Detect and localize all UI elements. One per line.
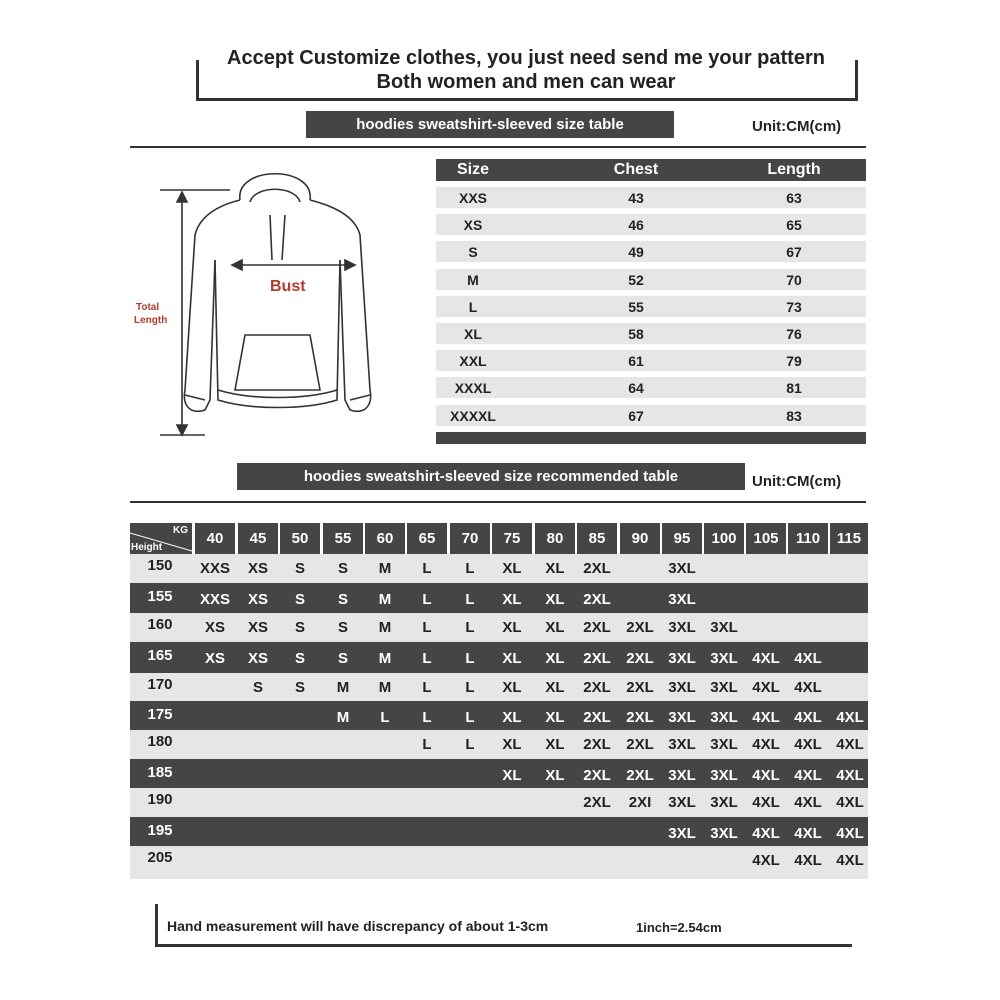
recommend-table-row [130, 583, 868, 613]
size-table-row [436, 350, 866, 371]
size-recommendation-cell: 3XL [668, 767, 696, 784]
size-table-row [436, 405, 866, 426]
chest-cell: 61 [628, 353, 644, 370]
footer-conversion: 1inch=2.54cm [636, 920, 722, 935]
size-recommendation-cell: XL [502, 560, 522, 577]
recommend-table-row [130, 759, 868, 788]
size-cell: L [468, 298, 478, 315]
total-length-label-2: Length [134, 315, 168, 326]
height-cell: 160 [147, 616, 173, 633]
size-recommendation-cell: M [336, 679, 350, 696]
kg-header-cell: 90 [620, 523, 660, 554]
size-recommendation-cell: 3XL [710, 709, 738, 726]
height-cell: 175 [147, 706, 173, 723]
size-recommendation-cell: 4XL [752, 679, 780, 696]
recommend-table [130, 523, 868, 879]
size-recommendation-cell: XS [204, 619, 225, 636]
length-cell: 81 [786, 380, 802, 397]
height-cell: 190 [147, 791, 173, 808]
size-recommendation-cell: XL [502, 679, 522, 696]
size-table-bottom-bar [436, 432, 866, 444]
col-length: Length [767, 161, 821, 178]
size-recommendation-cell: M [378, 619, 392, 636]
size-recommendation-cell: 2XL [583, 591, 611, 608]
size-recommendation-cell: XL [545, 591, 565, 608]
chest-cell: 55 [628, 298, 644, 315]
size-recommendation-cell: 2XL [583, 794, 611, 811]
size-recommendation-cell: 2XL [626, 767, 654, 784]
size-recommendation-cell: 4XL [794, 650, 822, 667]
kg-header-cell: 105 [746, 523, 786, 554]
size-recommendation-cell: 4XL [836, 736, 864, 753]
kg-header-cell: 55 [323, 523, 363, 554]
recommend-table-row [130, 817, 868, 846]
size-recommendation-cell: M [336, 709, 350, 726]
kg-header-cell: 80 [535, 523, 575, 554]
kg-header-cell: 95 [662, 523, 702, 554]
size-recommendation-cell: 4XL [836, 709, 864, 726]
size-cell: XL [464, 326, 482, 342]
size-table-row [436, 269, 866, 290]
size-recommendation-cell: L [380, 709, 390, 726]
size-recommendation-cell: XS [247, 650, 268, 667]
col-size: Size [456, 161, 489, 178]
length-cell: 79 [786, 353, 802, 370]
size-recommendation-cell: 4XL [794, 736, 822, 753]
size-recommendation-cell: L [422, 591, 432, 608]
length-cell: 70 [786, 271, 802, 288]
size-recommendation-cell: 4XL [836, 852, 864, 869]
size-recommendation-cell: L [465, 736, 475, 753]
size-recommendation-cell: 3XL [710, 794, 738, 811]
size-recommendation-cell: XS [247, 591, 268, 608]
height-cell: 150 [147, 557, 173, 574]
size-recommendation-cell: S [294, 560, 305, 577]
size-recommendation-cell: 4XL [794, 679, 822, 696]
size-recommendation-cell: S [337, 650, 348, 667]
size-cell: XXS [458, 190, 487, 206]
bust-label: Bust [270, 278, 306, 295]
size-recommendation-cell: XL [502, 736, 522, 753]
chest-cell: 58 [628, 326, 644, 342]
length-cell: 63 [786, 190, 802, 206]
size-recommendation-cell: L [465, 650, 475, 667]
kg-header-cell: 45 [238, 523, 278, 554]
col-chest: Chest [613, 161, 659, 178]
size-recommendation-cell: 3XL [710, 767, 738, 784]
recommend-table-row [130, 642, 868, 673]
size-recommendation-cell: XXS [199, 591, 230, 608]
height-cell: 155 [147, 588, 173, 605]
size-recommendation-cell: L [465, 560, 475, 577]
recommend-table-row [130, 701, 868, 730]
size-recommendation-cell: XL [545, 560, 565, 577]
size-table-header [436, 159, 866, 181]
kg-header-cell: 65 [407, 523, 447, 554]
corner-kg: KG [173, 525, 188, 536]
size-recommendation-cell: 4XL [752, 709, 780, 726]
size-recommendation-cell: 4XL [794, 709, 822, 726]
size-recommendation-cell: 3XL [668, 650, 696, 667]
size-recommendation-cell: S [294, 591, 305, 608]
size-recommendation-cell: 3XL [668, 736, 696, 753]
size-recommendation-cell: S [337, 591, 348, 608]
size-recommendation-cell: M [378, 560, 392, 577]
size-recommendation-cell: 4XL [752, 767, 780, 784]
kg-header-cell: 100 [704, 523, 744, 554]
size-cell: XXXL [454, 380, 492, 397]
size-recommendation-cell: 2XL [583, 709, 611, 726]
size-recommendation-cell: 3XL [668, 619, 696, 636]
size-cell: S [468, 244, 478, 261]
kg-header-cell: 85 [577, 523, 617, 554]
size-cell: M [467, 271, 479, 288]
size-cell: XS [463, 217, 483, 234]
chest-cell: 52 [628, 271, 644, 288]
corner-cell [130, 523, 192, 554]
header-line-1: Accept Customize clothes, you just need send me your pattern [227, 47, 825, 69]
length-cell: 65 [786, 217, 802, 234]
total-length-label-1: Total [136, 302, 160, 313]
size-recommendation-cell: 2XL [626, 619, 654, 636]
size-recommendation-cell: 2XL [583, 619, 611, 636]
size-table-banner: hoodies sweatshirt-sleeved size table [306, 111, 674, 138]
size-table-row [436, 241, 866, 262]
length-cell: 83 [786, 407, 802, 424]
length-cell: 76 [786, 326, 802, 342]
size-recommendation-cell: 4XL [794, 767, 822, 784]
size-recommendation-cell: 2XL [626, 709, 654, 726]
size-recommendation-cell: 2XL [583, 650, 611, 667]
size-recommendation-cell: XL [502, 591, 522, 608]
size-recommendation-cell: 2XL [583, 679, 611, 696]
size-table-row [436, 296, 866, 317]
length-cell: 73 [786, 298, 802, 315]
size-recommendation-cell: 3XL [668, 679, 696, 696]
size-recommendation-cell: M [378, 650, 392, 667]
size-recommendation-cell: S [252, 679, 263, 696]
height-cell: 205 [147, 849, 173, 866]
size-recommendation-cell: L [465, 619, 475, 636]
size-recommendation-cell: S [337, 619, 348, 636]
size-recommendation-cell: 2XL [626, 736, 654, 753]
recommend-table-unit: Unit:CM(cm) [752, 473, 842, 490]
height-cell: 170 [147, 676, 173, 693]
size-table-row [436, 323, 866, 344]
kg-header-cell: 50 [280, 523, 320, 554]
recommend-table-row [130, 846, 868, 879]
size-recommendation-cell: XL [502, 650, 522, 667]
size-recommendation-cell: XL [545, 619, 565, 636]
size-recommendation-cell: L [422, 736, 432, 753]
size-recommendation-cell: 4XL [752, 650, 780, 667]
size-recommendation-cell: XL [545, 709, 565, 726]
size-recommendation-cell: XL [545, 679, 565, 696]
size-table-unit: Unit:CM(cm) [752, 118, 842, 135]
size-cell: XXL [459, 353, 487, 370]
size-recommendation-cell: 4XL [836, 794, 864, 811]
size-recommendation-cell: 2XL [583, 767, 611, 784]
size-recommendation-cell: 3XL [668, 709, 696, 726]
size-recommendation-cell: 2XI [628, 794, 652, 811]
size-recommendation-cell: 4XL [836, 767, 864, 784]
chest-cell: 46 [628, 217, 644, 234]
size-recommendation-cell: 3XL [668, 560, 696, 577]
footer-note: Hand measurement will have discrepancy of about 1-3cm [167, 918, 549, 934]
size-recommendation-cell: 3XL [668, 825, 696, 842]
size-recommendation-cell: 4XL [752, 852, 780, 869]
kg-header-cell: 75 [492, 523, 532, 554]
size-recommendation-cell: L [465, 709, 475, 726]
size-table [436, 159, 866, 445]
size-recommendation-cell: XL [502, 619, 522, 636]
height-cell: 195 [147, 822, 173, 839]
chest-cell: 67 [628, 407, 644, 424]
chest-cell: 49 [628, 244, 644, 261]
size-recommendation-cell: 4XL [752, 825, 780, 842]
size-recommendation-cell: 4XL [752, 794, 780, 811]
corner-height: Height [131, 542, 163, 553]
kg-header-cell: 110 [788, 523, 828, 554]
height-cell: 165 [147, 647, 173, 664]
size-table-row [436, 214, 866, 235]
size-table-row [436, 187, 866, 208]
header-line-2: Both women and men can wear [376, 71, 676, 93]
size-recommendation-cell: XL [545, 736, 565, 753]
height-cell: 185 [147, 764, 173, 781]
size-recommendation-cell: S [294, 619, 305, 636]
size-recommendation-cell: 3XL [710, 825, 738, 842]
size-recommendation-cell: 3XL [668, 591, 696, 608]
kg-header-cell: 70 [450, 523, 490, 554]
size-recommendation-cell: 4XL [794, 852, 822, 869]
size-recommendation-cell: 3XL [710, 736, 738, 753]
size-recommendation-cell: S [294, 679, 305, 696]
size-recommendation-cell: L [422, 650, 432, 667]
size-recommendation-cell: 3XL [668, 794, 696, 811]
kg-header-cell: 60 [365, 523, 405, 554]
chest-cell: 43 [628, 190, 644, 206]
size-recommendation-cell: L [465, 679, 475, 696]
size-recommendation-cell: XL [502, 767, 522, 784]
size-recommendation-cell: M [378, 679, 392, 696]
size-recommendation-cell: XS [247, 560, 268, 577]
size-recommendation-cell: 3XL [710, 619, 738, 636]
kg-header-cell: 115 [830, 523, 868, 554]
recommend-table-banner: hoodies sweatshirt-sleeved size recommended table [237, 463, 745, 490]
size-recommendation-cell: 4XL [794, 794, 822, 811]
size-recommendation-cell: S [294, 650, 305, 667]
size-recommendation-cell: L [465, 591, 475, 608]
size-recommendation-cell: XL [502, 709, 522, 726]
size-recommendation-cell: 2XL [583, 736, 611, 753]
size-recommendation-cell: S [337, 560, 348, 577]
recommend-table-row [130, 730, 868, 759]
kg-header-cell: 40 [195, 523, 235, 554]
size-recommendation-cell: XXS [199, 560, 230, 577]
size-recommendation-cell: XL [545, 650, 565, 667]
size-table-row [436, 377, 866, 398]
recommend-table-row [130, 613, 868, 642]
size-recommendation-cell: 2XL [626, 650, 654, 667]
size-recommendation-cell: L [422, 619, 432, 636]
size-recommendation-cell: 2XL [626, 679, 654, 696]
size-recommendation-cell: 4XL [752, 736, 780, 753]
size-recommendation-cell: XL [545, 767, 565, 784]
recommend-table-row [130, 554, 868, 583]
hoodie-diagram [130, 160, 430, 450]
size-recommendation-cell: XS [204, 650, 225, 667]
divider [130, 501, 866, 503]
size-recommendation-cell: 3XL [710, 679, 738, 696]
size-cell: XXXXL [450, 407, 496, 424]
length-cell: 67 [786, 244, 802, 261]
size-recommendation-cell: L [422, 560, 432, 577]
size-recommendation-cell: 4XL [794, 825, 822, 842]
size-recommendation-cell: 3XL [710, 650, 738, 667]
size-recommendation-cell: L [422, 679, 432, 696]
size-recommendation-cell: L [422, 709, 432, 726]
size-recommendation-cell: 4XL [836, 825, 864, 842]
size-recommendation-cell: M [378, 591, 392, 608]
size-recommendation-cell: XS [247, 619, 268, 636]
size-recommendation-cell: 2XL [583, 560, 611, 577]
recommend-table-row [130, 673, 868, 701]
divider [130, 146, 866, 148]
recommend-table-row [130, 788, 868, 817]
chest-cell: 64 [628, 380, 644, 397]
height-cell: 180 [147, 733, 173, 750]
